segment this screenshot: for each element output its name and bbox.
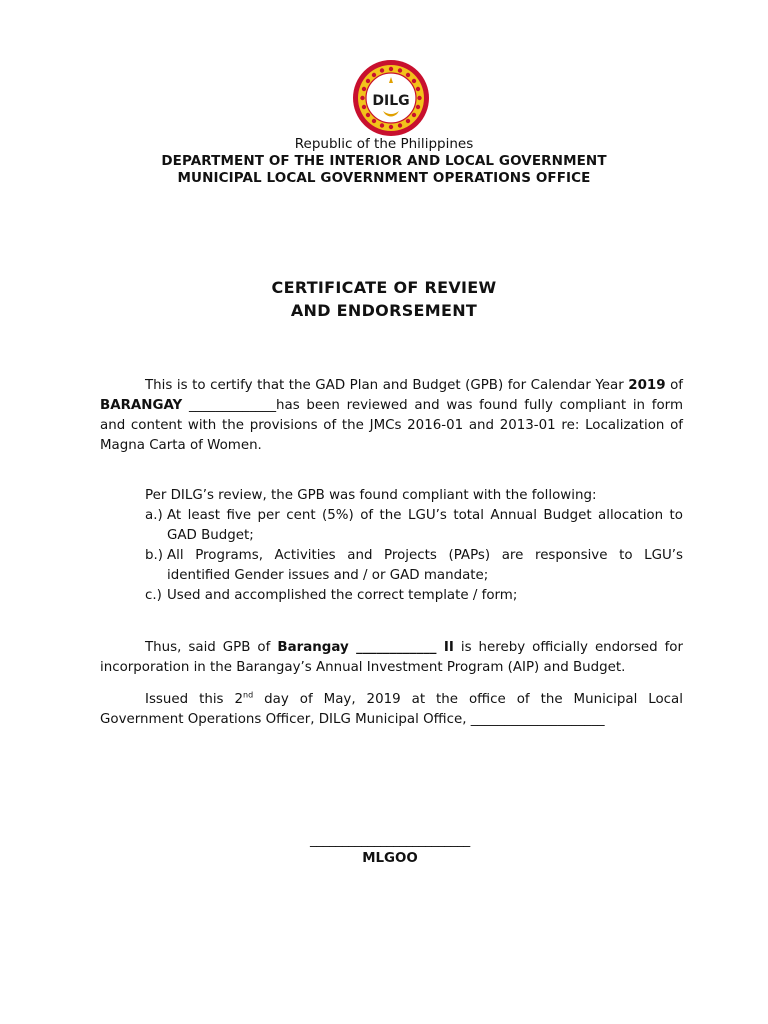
header-republic: Republic of the Philippines bbox=[294, 136, 474, 152]
list-text: Used and accomplished the correct template / form; bbox=[167, 588, 518, 603]
paragraph-compliance bbox=[100, 486, 683, 606]
list-marker: a.) bbox=[145, 508, 163, 523]
list-item bbox=[145, 586, 683, 606]
seal-label: DILG bbox=[372, 93, 410, 109]
header-department: DEPARTMENT OF THE INTERIOR AND LOCAL GOVERNMENT bbox=[161, 153, 607, 169]
list-text: At least five per cent (5%) of the LGU’s total Annual Budget allocation to GAD Budget; bbox=[167, 508, 683, 543]
certificate-title bbox=[0, 276, 768, 322]
p2-lead: Per DILG’s review, the GPB was found compliant with the following: bbox=[145, 488, 597, 503]
title-line-2: AND ENDORSEMENT bbox=[290, 301, 478, 320]
list-item bbox=[145, 506, 683, 546]
paragraph-issued bbox=[100, 690, 683, 730]
list-text: All Programs, Activities and Projects (PAPs) are responsive to LGU’s identified Gender issues and / or GAD mandate; bbox=[167, 548, 683, 583]
p3-part1: Thus, said GPB of bbox=[145, 640, 278, 655]
p4-part2: day of May, 2019 at the office of the Municipal Local Government Operations Officer, DILG Municipal Office, ____________________ bbox=[100, 692, 683, 727]
p1-year: 2019 bbox=[628, 378, 666, 393]
p1-part3: has been reviewed and was found fully compliant in form and content with the provisions of the JMCs 2016-01 and 2013-01 re: Localization of Magna Carta of Women. bbox=[100, 398, 683, 453]
list-marker: b.) bbox=[145, 548, 163, 563]
signature-line: _________________________ bbox=[310, 833, 470, 848]
p3-barangay: Barangay ____________ II bbox=[277, 640, 454, 655]
p1-part2: of bbox=[665, 378, 683, 393]
list-marker: c.) bbox=[145, 588, 162, 603]
dilg-seal-icon bbox=[352, 59, 430, 137]
p4-sup: nd bbox=[243, 690, 254, 700]
p1-blank: _____________ bbox=[182, 398, 277, 413]
list-item bbox=[145, 546, 683, 586]
p1-part1: This is to certify that the GAD Plan and Budget (GPB) for Calendar Year bbox=[145, 378, 624, 393]
paragraph-endorsement bbox=[100, 638, 683, 678]
signature-role: MLGOO bbox=[362, 851, 418, 866]
p4-part1: Issued this 2 bbox=[145, 692, 244, 707]
header-office: MUNICIPAL LOCAL GOVERNMENT OPERATIONS OFFICE bbox=[177, 170, 591, 186]
title-line-1: CERTIFICATE OF REVIEW bbox=[271, 278, 497, 297]
paragraph-certify bbox=[100, 376, 683, 456]
signature-block bbox=[0, 832, 768, 868]
document-header bbox=[0, 136, 768, 187]
p3-part2: is hereby officially endorsed for incorporation in the Barangay’s Annual Investment Program (AIP) and Budget. bbox=[100, 640, 683, 675]
p1-barangay: BARANGAY bbox=[100, 398, 183, 413]
